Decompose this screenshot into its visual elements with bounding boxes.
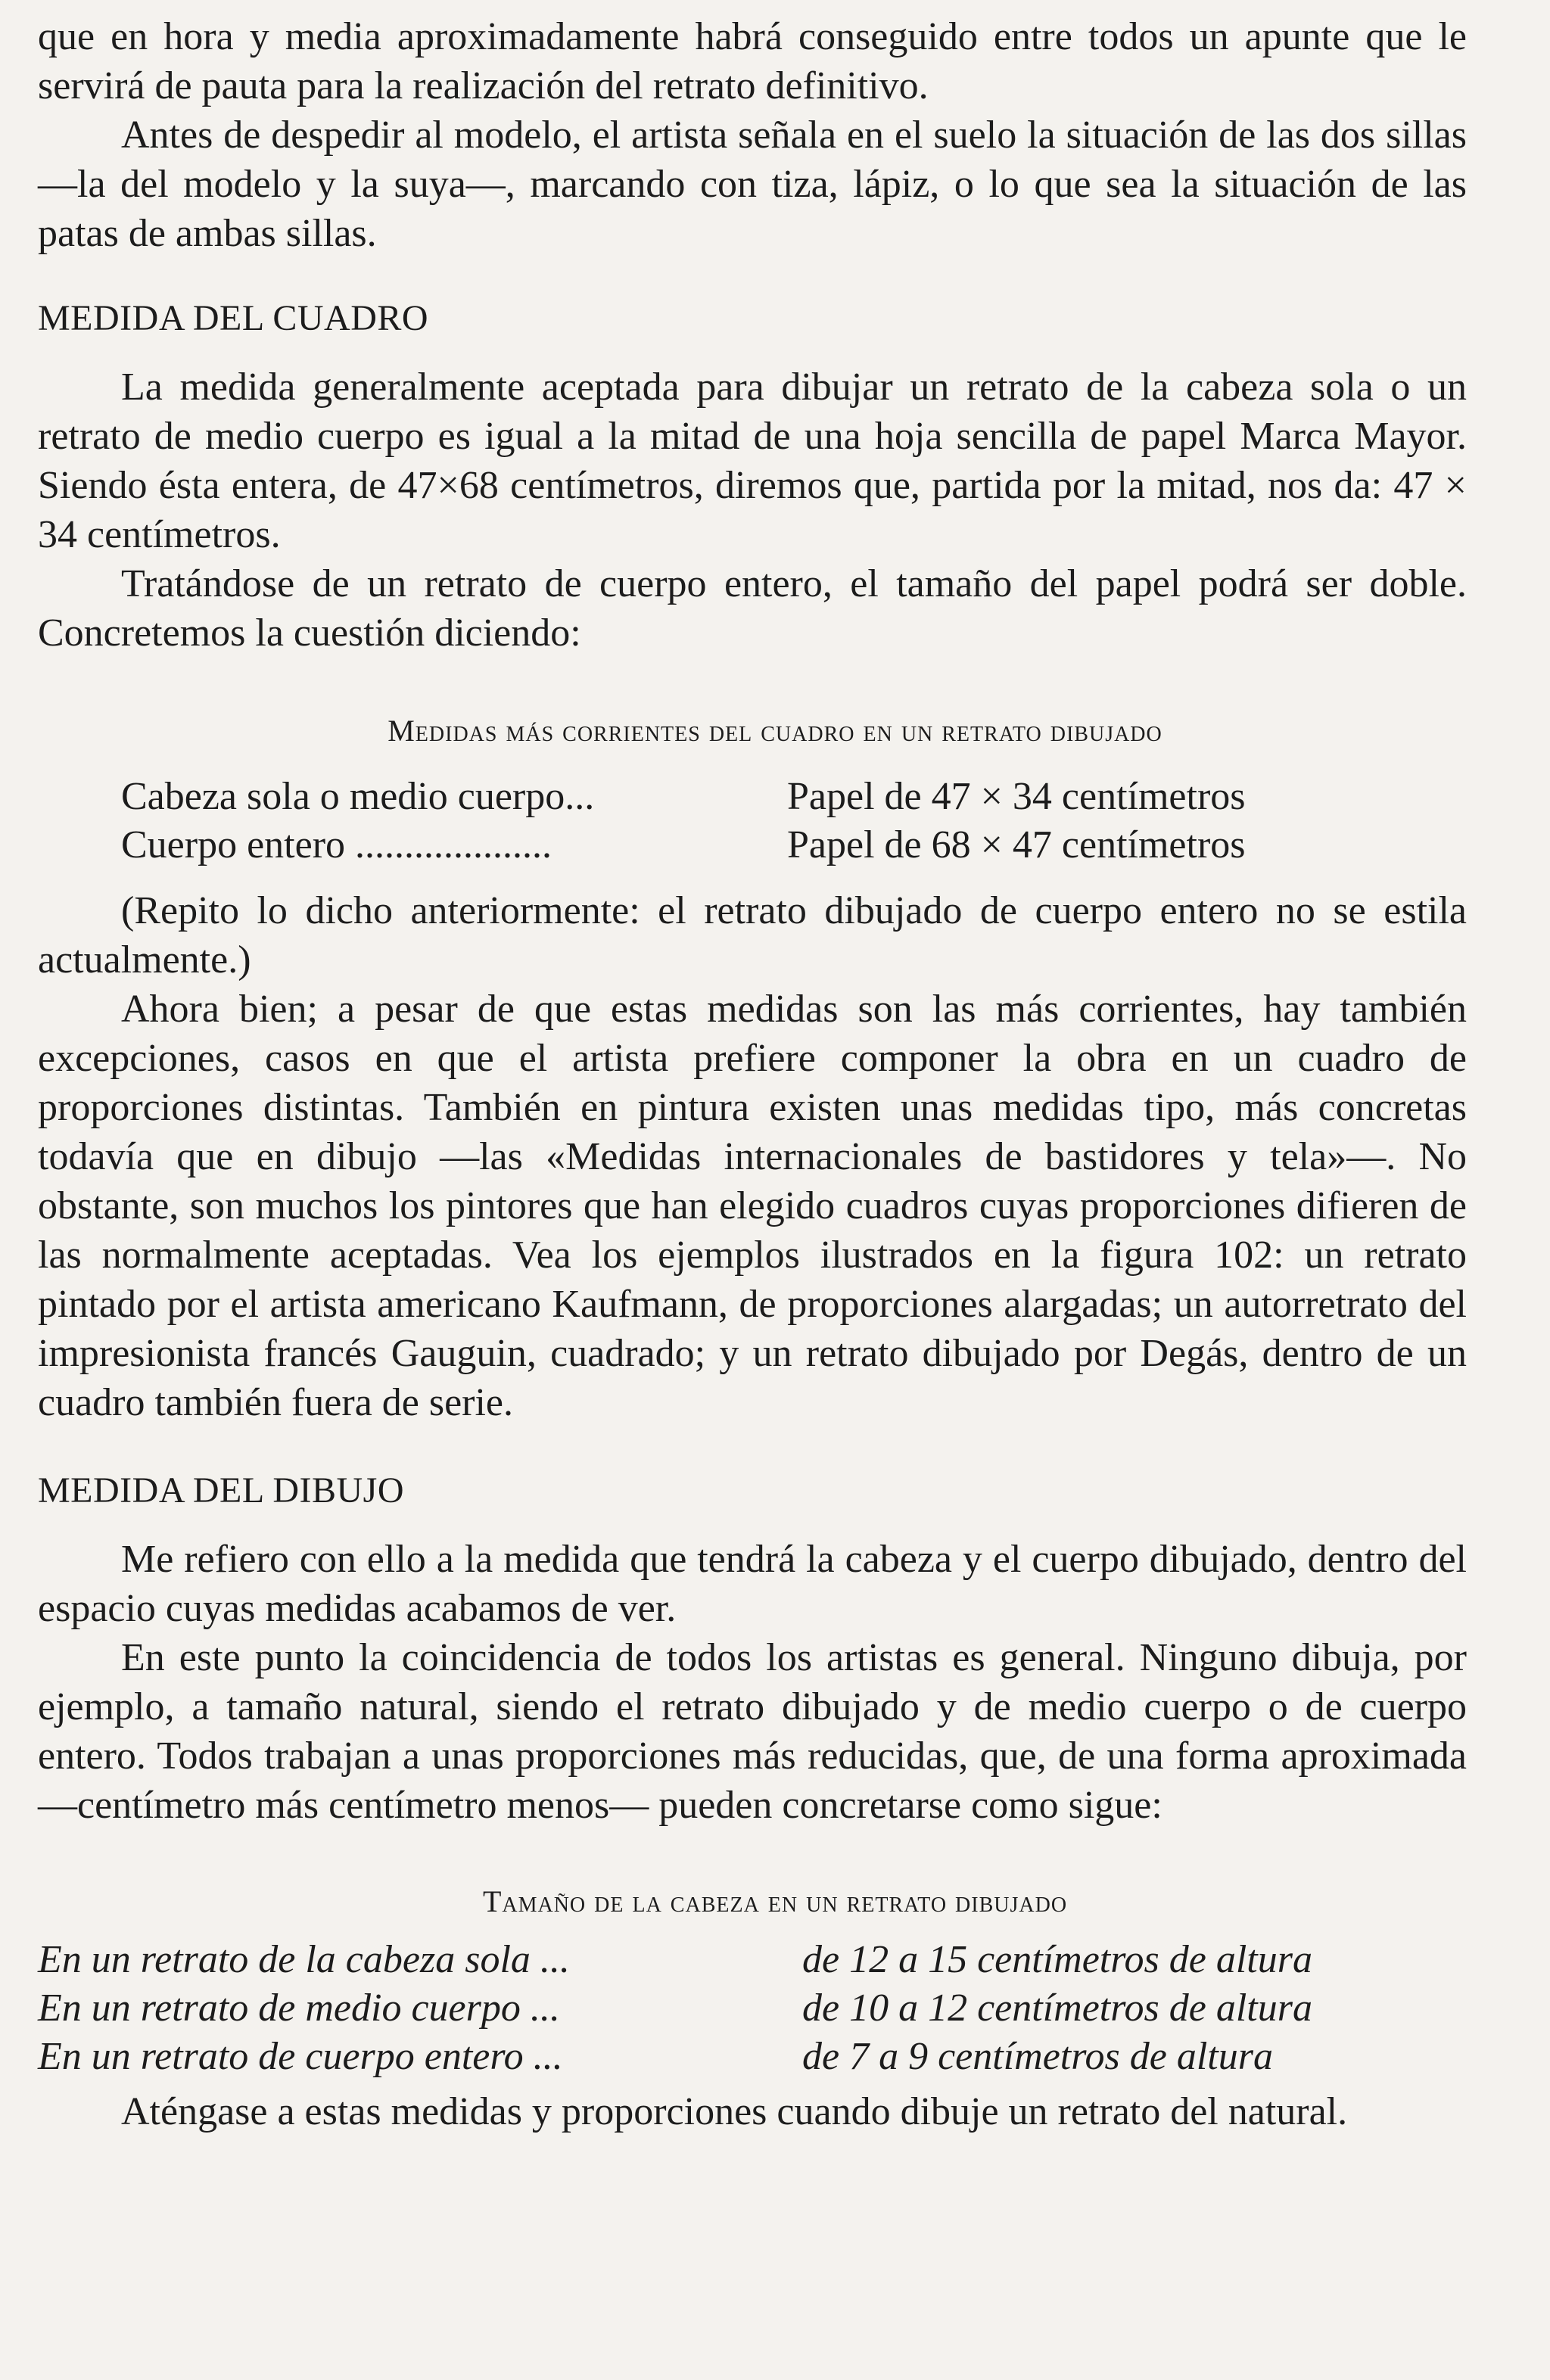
table-row [121, 821, 1423, 870]
table-row [38, 1984, 1468, 2033]
row-label: Cabeza sola o medio cuerpo... [121, 775, 595, 818]
row-label: En un retrato de medio cuerpo ... [38, 1986, 560, 2030]
table-row [121, 773, 1423, 821]
intro-paragraph-1: que en hora y media aproximadamente habrá conseguido entre todos un apunte que le servirá de pauta para la realización del retrato definitivo. [38, 15, 1467, 107]
row-value: Papel de 68 × 47 centímetros [787, 823, 1246, 866]
dibujo-paragraph-2: En este punto la coincidencia de todos los artistas es general. Ninguno dibuja, por ejemplo, a tamaño natural, siendo el retrato dibujado y de medio cuerpo o de cuerpo entero. Todos trabajan a unas proporciones más reducidas, que, de una forma aproximada —centímetro más centímetro menos— pueden concretarse como sigue: [38, 1636, 1467, 1827]
cuadro-paragraph-4: Ahora bien; a pesar de que estas medidas son las más corrientes, hay también excepciones, casos en que el artista prefiere componer la obra en un cuadro de proporciones distintas. También en pintura existen unas medidas tipo, más concretas todavía que en dibujo —las «Medidas internacionales de bastidores y tela»—. No obstante, son muchos los pintores que han elegido cuadros cuyas proporciones difieren de las normalmente aceptadas. Vea los ejemplos ilustrados en la figura 102: un retrato pintado por el artista americano Kaufmann, de proporciones alargadas; un autorretrato del impresionista francés Gauguin, cuadrado; y un retrato dibujado por Degás, dentro de un cuadro también fuera de serie. [38, 988, 1467, 1424]
measures-table-cuadro [121, 773, 1423, 870]
row-label: Cuerpo entero .................... [121, 823, 552, 866]
row-value: Papel de 47 × 34 centímetros [787, 775, 1246, 818]
cuadro-paragraph-3: (Repito lo dicho anteriormente: el retrato dibujado de cuerpo entero no se estila actualmente.) [38, 889, 1467, 982]
table-caption-medidas-cuadro: Medidas más corrientes del cuadro en un retrato dibujado [388, 714, 1162, 748]
table-caption-tamano-cabeza: Tamaño de la cabeza en un retrato dibujado [482, 1884, 1068, 1918]
dibujo-paragraph-1: Me refiero con ello a la medida que tendrá la cabeza y el cuerpo dibujado, dentro del espacio cuyas medidas acabamos de ver. [38, 1538, 1467, 1630]
row-value: de 10 a 12 centímetros de altura [802, 1986, 1312, 2030]
table-row [38, 1936, 1468, 1984]
intro-paragraph-2: Antes de despedir al modelo, el artista señala en el suelo la situación de las dos sillas —la del modelo y la suya—, marcando con tiza, lápiz, o lo que sea la situación de las patas de ambas sillas. [38, 114, 1467, 255]
row-label: En un retrato de cuerpo entero ... [38, 2035, 563, 2078]
heading-medida-del-dibujo: MEDIDA DEL DIBUJO [38, 1470, 405, 1510]
table-row [38, 2033, 1468, 2081]
dibujo-paragraph-3: Aténgase a estas medidas y proporciones cuando dibuje un retrato del natural. [121, 2090, 1348, 2133]
heading-medida-del-cuadro: MEDIDA DEL CUADRO [38, 298, 429, 338]
cuadro-paragraph-2: Tratándose de un retrato de cuerpo entero, el tamaño del papel podrá ser doble. Concretemos la cuestión diciendo: [38, 562, 1467, 655]
head-size-table [38, 1936, 1468, 2081]
row-value: de 7 a 9 centímetros de altura [802, 2035, 1273, 2078]
cuadro-paragraph-1: La medida generalmente aceptada para dibujar un retrato de la cabeza sola o un retrato de medio cuerpo es igual a la mitad de una hoja sencilla de papel Marca Mayor. Siendo ésta entera, de 47×68 centímetros, diremos que, partida por la mitad, nos da: 47 × 34 centímetros. [38, 366, 1467, 556]
row-label: En un retrato de la cabeza sola ... [38, 1938, 570, 1981]
row-value: de 12 a 15 centímetros de altura [802, 1938, 1312, 1981]
